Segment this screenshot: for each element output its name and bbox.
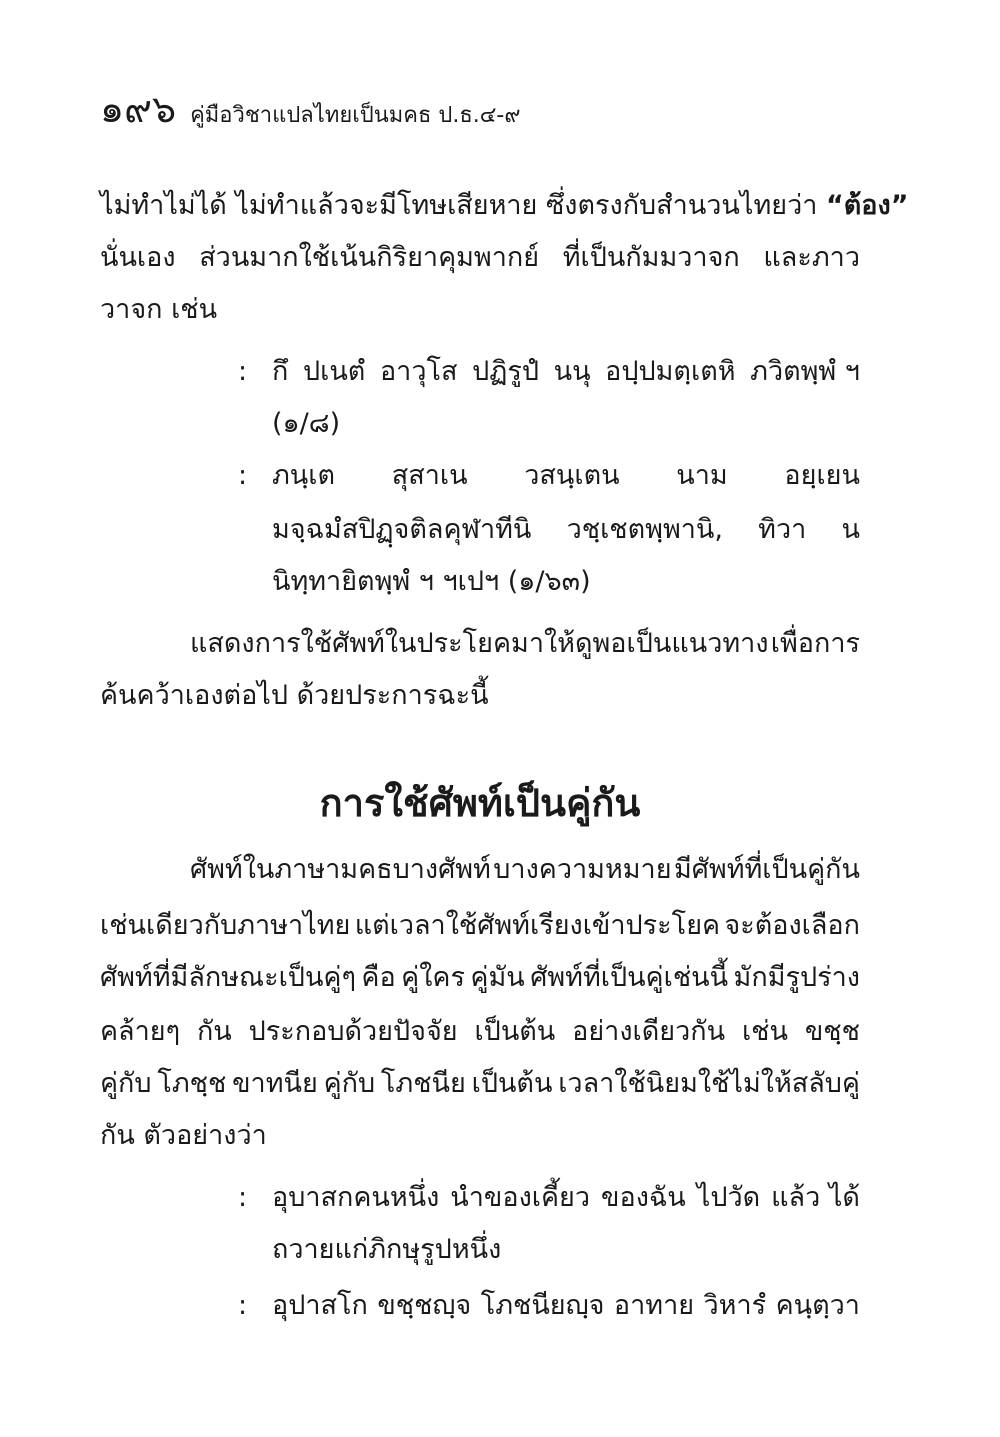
example2-word: ทิวา	[758, 514, 807, 545]
para3-word: เช่น	[741, 1016, 788, 1047]
para3-word: กัน	[196, 1016, 232, 1047]
example1-word: อปฺปมตฺเตหิ	[605, 356, 736, 387]
para3-word: จะต้องเลือก	[724, 910, 860, 941]
example1-colon: :	[238, 356, 248, 387]
para3-word: โภชนีย	[380, 1068, 466, 1099]
para3-word: ศัพท์ในภาษามคธบางศัพท์	[190, 854, 491, 885]
example3-colon: :	[238, 1182, 248, 1213]
example1-word: ปเนตํ	[302, 356, 366, 387]
para3-word: ขชฺช	[804, 1016, 860, 1047]
example2-word: อยฺเยน	[784, 460, 860, 491]
para3-word: โภชฺช	[157, 1068, 227, 1099]
para3-word: ประกอบด้วยปัจจัย	[248, 1016, 458, 1047]
para3-word: คือ	[361, 962, 396, 993]
para3-word: เป็นต้น	[471, 1068, 553, 1099]
para1-line3: วาจก เช่น	[100, 294, 218, 325]
page-number: ๑๙๖	[100, 87, 177, 131]
para3-word: ขาทนีย	[232, 1068, 318, 1099]
example1-word: ปฏิรูปํ	[472, 356, 539, 387]
para2-line1	[190, 624, 860, 664]
example2-word: ภนฺเต	[272, 460, 336, 491]
para3-word: เป็นต้น	[474, 1016, 556, 1047]
para1-line2-word: ที่เป็นกัมมวาจก	[562, 242, 740, 273]
example2-word: สุสาเน	[391, 460, 468, 491]
example4-colon: :	[238, 1290, 248, 1321]
para3-word: มีศัพท์ที่เป็นคู่กัน	[673, 854, 860, 885]
example3-line1	[272, 1178, 860, 1218]
para3-word: คู่กับ	[100, 1068, 152, 1099]
example1-line2: (๑/๘)	[272, 408, 341, 439]
example4-word: อุปาสโก	[272, 1290, 368, 1321]
para3-word: คล้ายๆ	[100, 1016, 181, 1047]
example2-line2	[272, 510, 860, 550]
para2-word: แสดงการใช้ศัพท์ในประโยคมาให้ดูพอเป็นแนวทาง	[190, 628, 769, 659]
para3-word: คู่มัน	[470, 962, 525, 993]
para3-word: อย่างเดียวกัน	[572, 1016, 726, 1047]
para3-word: บางความหมาย	[493, 854, 672, 885]
para3-line1	[190, 850, 860, 890]
para3-word: แต่เวลาใช้ศัพท์เรียงเข้าประโยค	[354, 910, 721, 941]
example4-word: อาทาย	[613, 1290, 695, 1321]
para3-word: ศัพท์ที่มีลักษณะเป็นคู่ๆ	[100, 962, 356, 993]
para3-word: คู่กับ	[323, 1068, 376, 1099]
para3-word: ศัพท์ที่เป็นคู่เช่นนี้	[530, 962, 729, 993]
example2-word: วชฺเชตพฺพานิ,	[566, 514, 723, 545]
para3-line5	[100, 1064, 860, 1104]
para3-word: เช่นเดียวกับภาษาไทย	[100, 910, 351, 941]
example2-word: มจฺฉมํสปิฏฺจติลคุฬาทีนิ	[272, 514, 532, 545]
para1-line1-bold: “ต้อง”	[826, 190, 909, 221]
example4-line1	[272, 1286, 860, 1326]
para3-word: เวลาใช้นิยมใช้ไม่ให้สลับคู่	[558, 1068, 860, 1099]
para1-line1-text: ไม่ทำไม่ได้ ไม่ทำแล้วจะมีโทษเสียหาย ซึ่งตรงกับสำนวนไทยว่า	[100, 190, 818, 221]
example3-word: ไปวัด	[696, 1182, 761, 1213]
example3-line2: ถวายแก่ภิกษุรูปหนึ่ง	[272, 1234, 502, 1265]
example1-line1	[272, 352, 860, 392]
example1-word: นนุ	[553, 356, 591, 387]
example1-word: ภวิตพฺพํ ฯ	[750, 356, 860, 387]
para1-line2	[100, 238, 860, 278]
example3-word: นำของเคี้ยว	[450, 1182, 591, 1213]
para3-line6: กัน ตัวอย่างว่า	[100, 1120, 267, 1151]
section-heading: การใช้ศัพท์เป็นคู่กัน	[319, 781, 641, 825]
example1-word: กึ	[272, 356, 289, 387]
example1-word: อาวุโส	[379, 356, 458, 387]
example2-line3: นิทฺทายิตพฺพํ ฯ ฯเปฯ (๑/๖๓)	[272, 566, 591, 597]
page-header	[100, 78, 521, 131]
para3-line3	[100, 958, 860, 998]
para1-line2-word: นั่นเอง	[100, 242, 176, 273]
example4-word: ขชฺชญฺจ	[377, 1290, 472, 1321]
example4-word: คนฺตฺวา	[775, 1290, 860, 1321]
para3-word: คู่ใคร	[401, 962, 465, 993]
para2-line2: ค้นคว้าเองต่อไป ด้วยประการฉะนี้	[100, 680, 489, 711]
example3-word: อุบาสกคนหนึ่ง	[272, 1182, 440, 1213]
example2-word: นาม	[676, 460, 728, 491]
example3-word: ของฉัน	[601, 1182, 686, 1213]
para3-line4	[100, 1012, 860, 1052]
para2-word: เพื่อการ	[770, 628, 860, 659]
example2-word: วสนฺเตน	[524, 460, 620, 491]
para1-line1	[100, 186, 908, 226]
para3-line2	[100, 906, 860, 946]
para3-word: มักมีรูปร่าง	[733, 962, 860, 993]
example2-line1	[272, 456, 860, 496]
para1-line2-word: ส่วนมากใช้เน้นกิริยาคุมพากย์	[199, 242, 540, 273]
example4-word: วิหารํ	[703, 1290, 767, 1321]
example2-colon: :	[238, 460, 248, 491]
running-title: คู่มือวิชาแปลไทยเป็นมคธ ป.ธ.๔-๙	[190, 103, 521, 128]
example2-word: น	[841, 514, 860, 545]
example4-word: โภชนียญฺจ	[480, 1290, 605, 1321]
example3-word: แล้ว ได้	[771, 1182, 860, 1213]
para1-line2-word: และภาว	[763, 242, 860, 273]
